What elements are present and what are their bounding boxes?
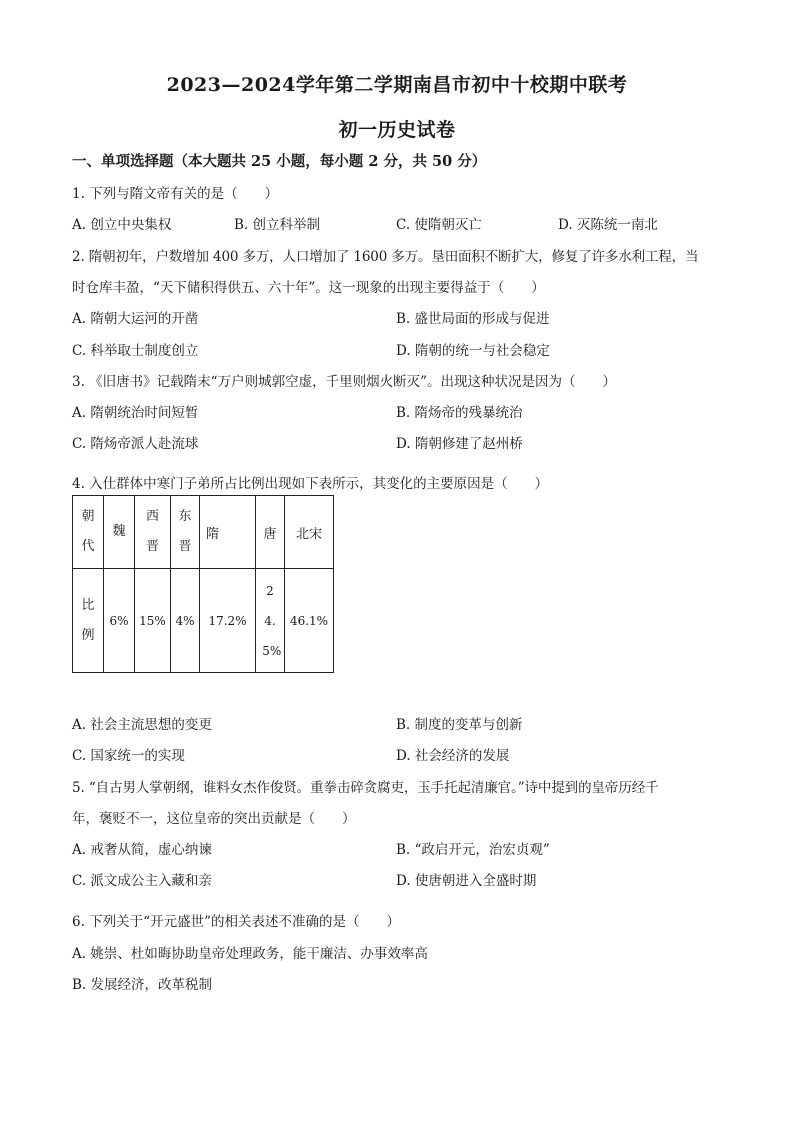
question-1-option-b: B. 创立科举制 xyxy=(234,217,321,233)
table-cell-ratio: 15% xyxy=(135,569,171,673)
question-6-option-b: B. 发展经济，改革税制 xyxy=(72,977,213,993)
table-header-ratio: 比例 xyxy=(81,597,95,643)
table-cell-dynasty: 西晋 xyxy=(145,509,159,554)
question-3-option-a: A. 隋朝统治时间短暂 xyxy=(72,405,199,421)
section-heading: 一、单项选择题（本大题共 25 小题，每小题 2 分，共 50 分） xyxy=(72,153,487,170)
question-1-stem: 1. 下列与隋文帝有关的是（ ） xyxy=(72,186,279,202)
question-1-option-c: C. 使隋朝灭亡 xyxy=(396,217,482,233)
table-cell-dynasty: 东晋 xyxy=(178,509,192,554)
exam-subtitle: 初一历史试卷 xyxy=(338,119,456,141)
question-3-option-b: B. 隋炀帝的残暴统治 xyxy=(396,405,523,421)
table-cell-ratio: 17.2% xyxy=(200,569,256,673)
question-5-option-a: A. 戒奢从简，虚心纳谏 xyxy=(72,842,212,858)
table-cell-ratio: 6% xyxy=(104,569,135,673)
question-4-option-c: C. 国家统一的实现 xyxy=(72,748,185,764)
exam-title: 2023—2024学年第二学期南昌市初中十校期中联考 xyxy=(166,74,628,96)
question-6-stem: 6. 下列关于“开元盛世”的相关表述不准确的是（ ） xyxy=(72,914,400,930)
table-cell-dynasty: 魏 xyxy=(112,524,126,539)
question-1-option-a: A. 创立中央集权 xyxy=(72,217,172,233)
table-cell-ratio: 24.5% xyxy=(262,583,282,658)
table-header-dynasty: 朝代 xyxy=(81,509,95,554)
question-4-option-d: D. 社会经济的发展 xyxy=(396,748,510,764)
table-row-dynasty xyxy=(73,496,334,569)
question-5-stem-line-2: 年，褒贬不一，这位皇帝的突出贡献是（ ） xyxy=(72,811,356,827)
question-5-option-c: C. 派文成公主入藏和亲 xyxy=(72,873,212,889)
question-5-option-d: D. 使唐朝进入全盛时期 xyxy=(396,873,537,889)
question-3-option-d: D. 隋朝修建了赵州桥 xyxy=(396,436,523,452)
table-row-ratio xyxy=(73,569,334,673)
question-6-option-a: A. 姚崇、杜如晦协助皇帝处理政务，能干廉洁、办事效率高 xyxy=(72,946,428,962)
question-5-option-b: B. “政启开元，治宏贞观” xyxy=(396,842,550,858)
question-3-option-c: C. 隋炀帝派人赴流球 xyxy=(72,436,199,452)
table-cell-ratio: 4% xyxy=(171,569,200,673)
question-4-option-b: B. 制度的变革与创新 xyxy=(396,717,523,733)
table-cell-dynasty: 隋 xyxy=(200,496,256,569)
question-3-stem: 3. 《旧唐书》记载隋末“万户则城郭空虚，千里则烟火断灭”。出现这种状况是因为（ ） xyxy=(72,374,616,390)
question-2-stem-line-2: 时仓库丰盈，“天下储积得供五、六十年”。这一现象的出现主要得益于（ ） xyxy=(72,280,545,296)
question-4-stem: 4. 入仕群体中寒门子弟所占比例出现如下表所示，其变化的主要原因是（ ） xyxy=(72,476,549,492)
question-2-option-c: C. 科举取士制度创立 xyxy=(72,343,199,359)
question-5-stem-line-1: 5. “自古男人掌朝纲，谁料女杰作俊贤。重拳击碎贪腐吏，玉手托起清廉官。”诗中提到的皇帝历经千 xyxy=(72,780,659,796)
ratio-table xyxy=(72,495,334,673)
question-2-option-b: B. 盛世局面的形成与促进 xyxy=(396,311,550,327)
question-2-option-a: A. 隋朝大运河的开凿 xyxy=(72,311,199,327)
question-4-option-a: A. 社会主流思想的变更 xyxy=(72,717,212,733)
question-2-stem-line-1: 2. 隋朝初年，户数增加 400 多万，人口增加了 1600 多万。垦田面积不断扩大，修复了许多水利工程，当 xyxy=(72,249,699,265)
table-cell-dynasty: 唐 xyxy=(256,496,285,569)
question-2-option-d: D. 隋朝的统一与社会稳定 xyxy=(396,343,550,359)
table-cell-dynasty: 北宋 xyxy=(285,496,334,569)
table-cell-ratio: 46.1% xyxy=(285,569,334,673)
question-1-option-d: D. 灭陈统一南北 xyxy=(558,217,658,233)
